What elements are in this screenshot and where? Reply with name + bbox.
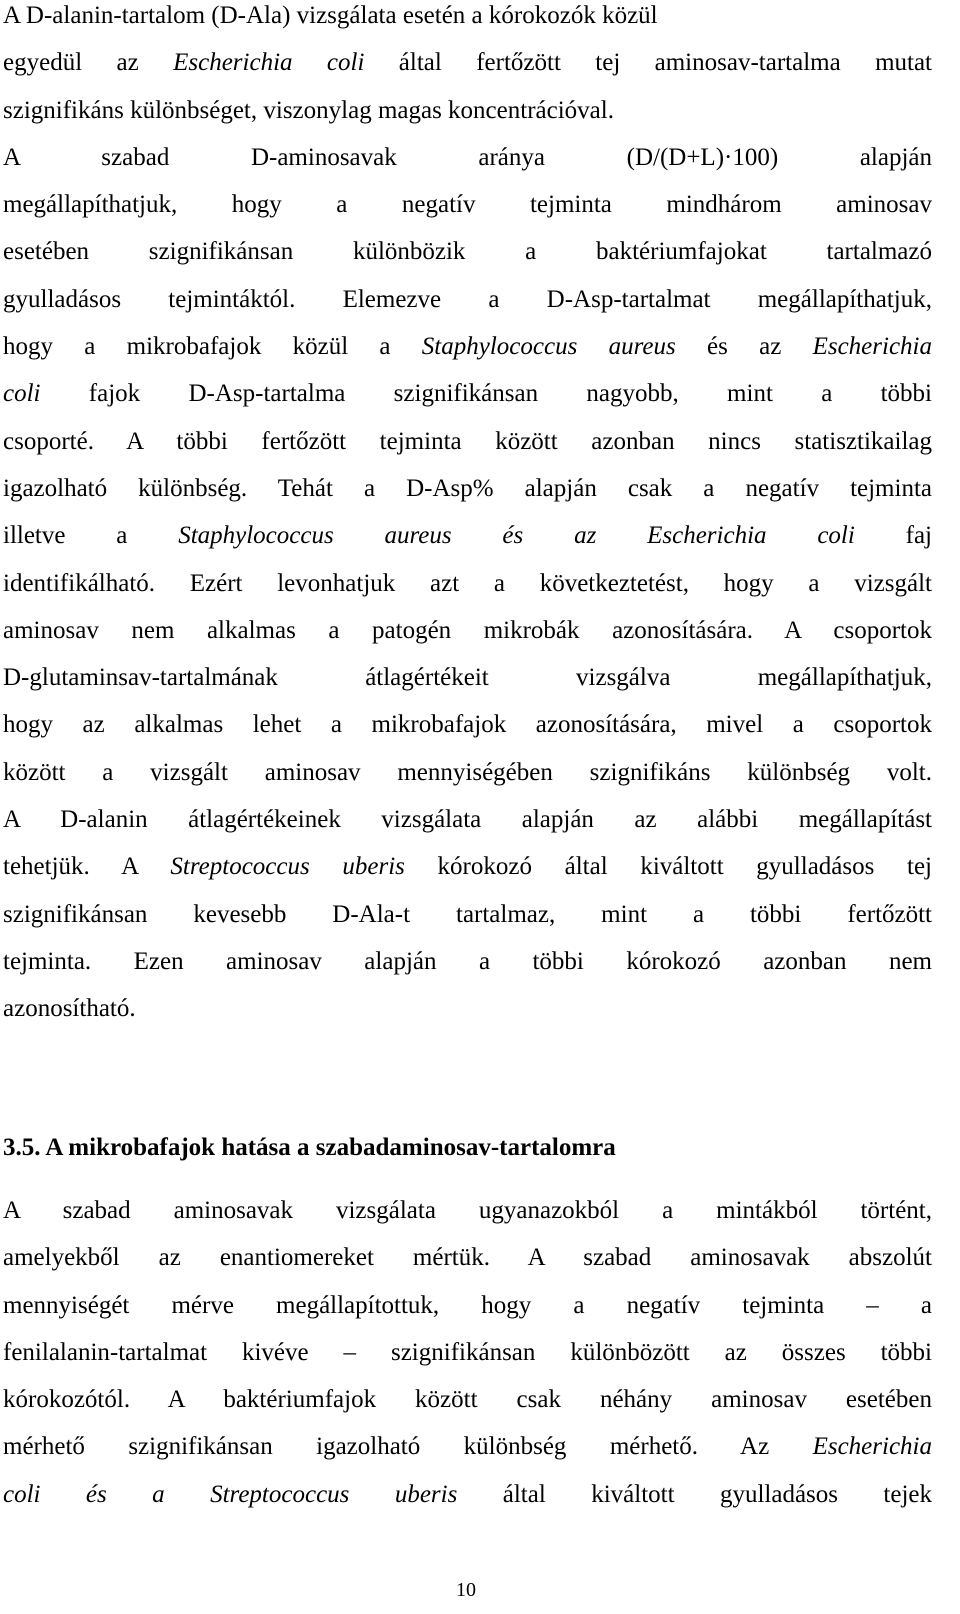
species-name: Escherichia [812, 1433, 932, 1461]
text-line: gyulladásos tejmintáktól. Elemezve a D-Asp-tartalmat megállapíthatjuk, [3, 285, 932, 313]
text-line: amelyekből az enantiomereket mértük. A szabad aminosavak abszolút [3, 1244, 932, 1272]
text-line [3, 370, 932, 417]
text-line: D-glutaminsav-tartalmának átlagértékeit vizsgálva megállapíthatjuk, [3, 664, 932, 692]
text-run: egyedül az [3, 49, 174, 77]
text-line: tejminta. Ezen aminosav alapján a többi kórokozó azonban nem [3, 947, 932, 975]
text-line: kórokozótól. A baktériumfajok között csak néhány aminosav esetében [3, 1386, 932, 1414]
text-run: által fertőzött tej aminosav-tartalma mutat [364, 49, 932, 77]
text-line: azonosítható. [3, 995, 136, 1023]
text-run: által kiváltott gyulladásos tejek [457, 1480, 932, 1508]
text-line: között a vizsgált aminosav mennyiségében szignifikáns különbség volt. [3, 758, 932, 786]
text-run: mérhető szignifikánsan igazolható különbség mérhető. Az [3, 1433, 813, 1461]
text-run: kórokozó által kiváltott gyulladásos tej [404, 853, 932, 881]
text-line: A D-alanin átlagértékeinek vizsgálata alapján az alábbi megállapítást [3, 806, 932, 834]
text-line: identifikálható. Ezért levonhatjuk azt a következtetést, hogy a vizsgált [3, 569, 932, 597]
species-name: coli és a Streptococcus uberis [3, 1480, 458, 1508]
text-line: fenilalanin-tartalmat kivéve – szignifikánsan különbözött az összes többi [3, 1338, 932, 1366]
text-line: A szabad aminosavak vizsgálata ugyanazokból a mintákból történt, [3, 1197, 932, 1224]
text-line: igazolható különbség. Tehát a D-Asp% alapján csak a negatív tejminta [3, 474, 932, 502]
text-line [3, 512, 932, 559]
text-line [3, 323, 932, 370]
text-line [3, 1423, 932, 1470]
paragraph-d-alanine-analysis [3, 0, 932, 1033]
species-name: coli [3, 380, 41, 408]
text-line: A D-alanin-tartalom (D-Ala) vizsgálata esetén a kórokozók közül [3, 2, 658, 29]
paragraph-free-amino-acids [3, 1187, 932, 1518]
text-run: fajok D-Asp-tartalma szignifikánsan nagyobb, mint a többi [40, 380, 932, 408]
text-line: megállapíthatjuk, hogy a negatív tejminta mindhárom aminosav [3, 191, 932, 219]
text-run: faj [854, 522, 932, 550]
section-title: A mikrobafajok hatása a szabadaminosav-tartalomra [45, 1134, 616, 1161]
text-line: mennyiségét mérve megállapítottuk, hogy a negatív tejminta – a [3, 1291, 932, 1319]
page-number: 10 [456, 1579, 476, 1601]
text-line [3, 39, 932, 86]
text-line: esetében szignifikánsan különbözik a baktériumfajokat tartalmazó [3, 238, 932, 266]
text-line [3, 843, 932, 890]
text-line [3, 1471, 932, 1518]
text-line: szignifikáns különbséget, viszonylag magas koncentrációval. [3, 96, 614, 124]
text-line: csoporté. A többi fertőzött tejminta között azonban nincs statisztikailag [3, 427, 932, 455]
text-run: hogy a mikrobafajok közül a [3, 333, 422, 361]
species-name: Staphylococcus aureus [421, 333, 676, 361]
text-run: illetve a [3, 522, 179, 550]
text-line: A szabad D-aminosavak aránya (D/(D+L)·100) alapján [3, 143, 932, 171]
species-name: Staphylococcus aureus és az Escherichia coli [178, 522, 855, 550]
species-name: Streptococcus uberis [170, 853, 405, 881]
section-number: 3.5. [3, 1134, 41, 1161]
species-name: Escherichia coli [173, 49, 365, 77]
text-line: szignifikánsan kevesebb D-Ala-t tartalmaz, mint a többi fertőzött [3, 900, 932, 928]
text-line: aminosav nem alkalmas a patogén mikrobák azonosítására. A csoportok [3, 616, 932, 644]
text-line: hogy az alkalmas lehet a mikrobafajok azonosítására, mivel a csoportok [3, 711, 932, 739]
species-name: Escherichia [812, 333, 932, 361]
text-run: és az [675, 333, 813, 361]
text-run: tehetjük. A [3, 853, 171, 881]
section-heading [3, 1126, 616, 1170]
